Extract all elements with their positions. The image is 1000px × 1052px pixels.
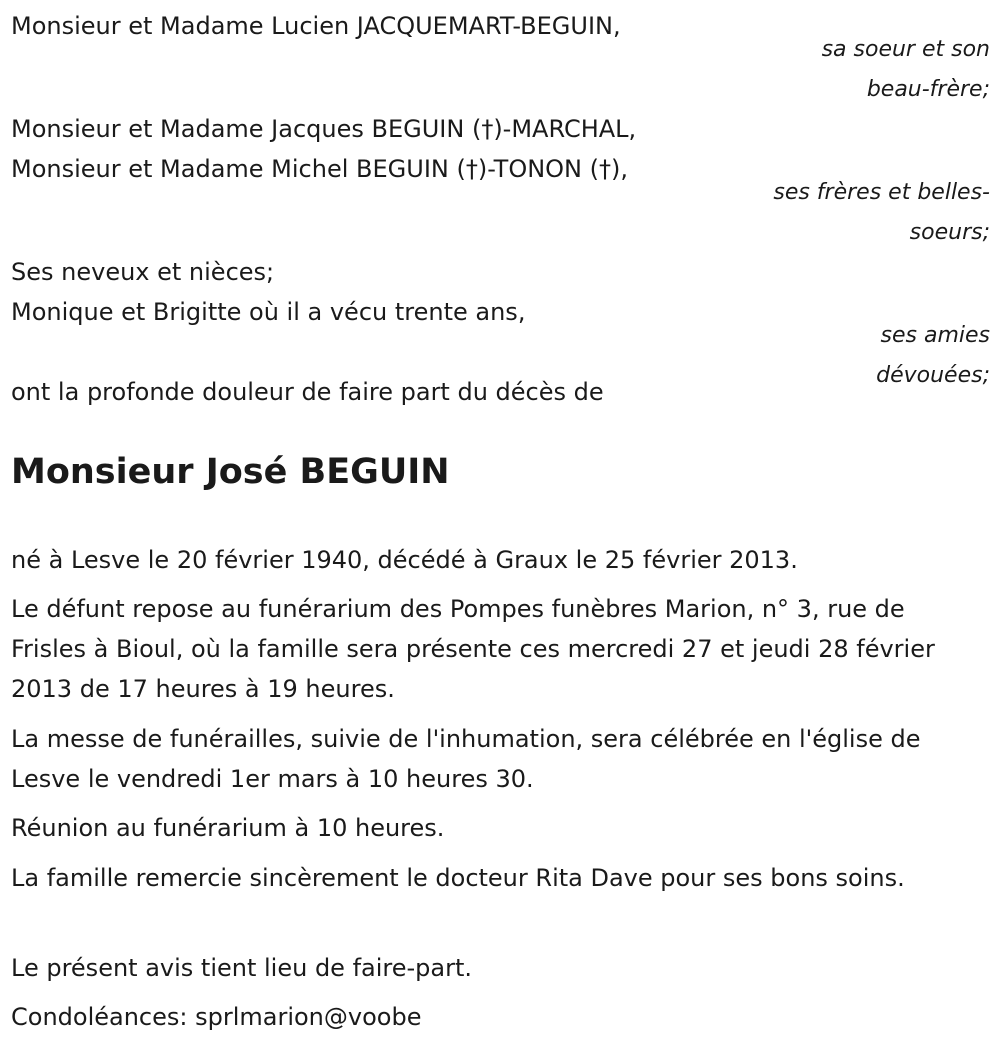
relation-brothers-cont: soeurs; (909, 220, 990, 245)
relation-friends-cont: dévouées; (876, 363, 990, 388)
birth-death-paragraph: né à Lesve le 20 février 1940, décédé à Graux le 25 février 2013. (11, 546, 798, 574)
thanks-paragraph: La famille remercie sincèrement le docteur Rita Dave pour ses bons soins. (11, 864, 905, 892)
family-line-nephews: Ses neveux et nièces; (11, 258, 275, 286)
announcement-line: ont la profonde douleur de faire part du décès de (11, 378, 604, 406)
family-line-michel: Monsieur et Madame Michel BEGUIN (†)-TONON (†), (11, 155, 628, 183)
relation-sister: sa soeur et son (821, 37, 990, 62)
condolences-paragraph: Condoléances: sprlmarion@voobe (11, 1003, 422, 1031)
relation-sister-cont: beau-frère; (866, 77, 990, 102)
deceased-name: Monsieur José BEGUIN (11, 452, 450, 492)
family-line-jacquemart: Monsieur et Madame Lucien JACQUEMART-BEGUIN, (11, 12, 621, 40)
relation-brothers: ses frères et belles- (773, 180, 990, 205)
notice-paragraph: Le présent avis tient lieu de faire-part. (11, 954, 473, 982)
family-line-friends: Monique et Brigitte où il a vécu trente ans, (11, 298, 526, 326)
funerarium-paragraph: Le défunt repose au funérarium des Pompes funèbres Marion, n° 3, rue de Frisles à Bioul, où la famille sera présente ces mercredi 27 et jeudi 28 février 2013 de 17 heures à 19 heures. (11, 595, 935, 703)
family-line-jacques: Monsieur et Madame Jacques BEGUIN (†)-MARCHAL, (11, 115, 637, 143)
relation-friends: ses amies (880, 323, 990, 348)
mass-paragraph: La messe de funérailles, suivie de l'inhumation, sera célébrée en l'église de Lesve le vendredi 1er mars à 10 heures 30. (11, 725, 921, 793)
meeting-paragraph: Réunion au funérarium à 10 heures. (11, 814, 445, 842)
